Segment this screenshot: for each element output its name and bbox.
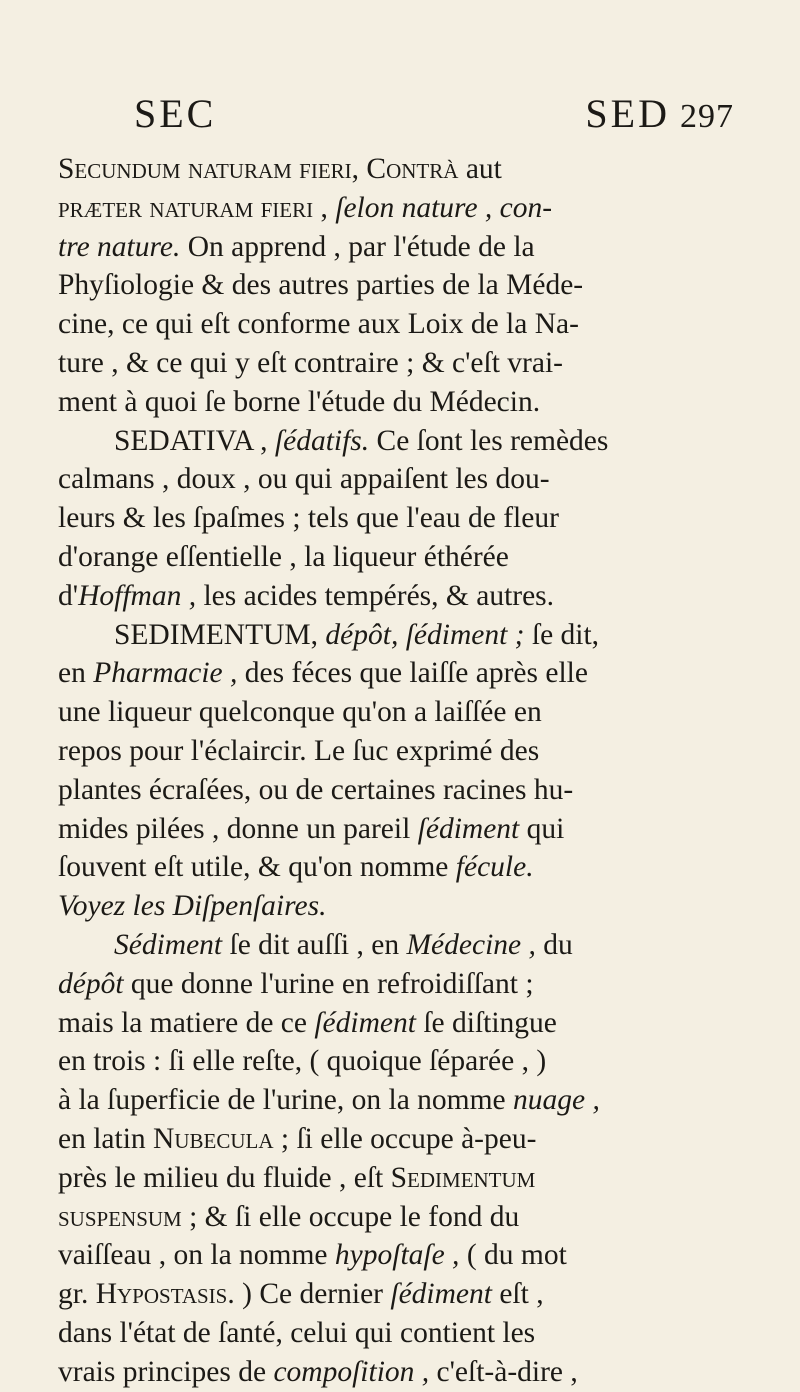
text-line [58,810,738,849]
text-segment: nuage , [513,1084,600,1117]
text-segment: c'eſt-à-dire , [429,1355,578,1388]
text-line [58,1236,738,1275]
text-segment: eſt , [491,1278,544,1311]
text-segment: hypoſtaſe , [334,1239,460,1272]
text-segment: d' [58,579,79,612]
text-line [58,1198,738,1237]
text-segment: SEDIMENTUM, [114,618,326,651]
text-line [58,771,738,810]
text-segment: ( du mot [459,1239,567,1272]
text-segment: Ce ſont les remèdes [369,424,609,457]
text-segment: ; ſi elle occupe à-peu- [273,1122,537,1155]
text-segment: Sedimentum [390,1161,536,1194]
text-segment: On apprend , par l'étude de la [180,230,535,263]
text-line [58,1353,738,1392]
text-segment: une liqueur quelconque qu'on a laiſſée en [58,696,542,729]
text-line [58,1314,738,1353]
text-segment: mais la matiere de ce [58,1006,315,1039]
text-line [58,383,738,422]
text-segment: près le milieu du fluide , eſt [58,1161,391,1194]
text-segment: Contrà [366,153,459,185]
text-segment: du [535,928,573,961]
text-line [58,422,738,461]
text-line [58,1042,738,1081]
text-line [58,616,738,655]
text-line [58,693,738,732]
text-segment: calmans , doux , ou qui appaiſent les dou- [58,463,550,496]
text-segment: dépôt [58,967,124,1000]
text-segment: à la ſuperficie de l'urine, on la nomme [58,1084,514,1117]
body-text [58,150,738,1392]
text-line [58,499,738,538]
text-segment: Médecine , [406,928,536,961]
text-line [58,1081,738,1120]
text-segment: ſelon nature , con- [335,191,553,224]
text-segment: vaiſſeau , on la nomme [58,1239,335,1272]
text-segment: qui [519,812,565,845]
text-line [58,228,738,267]
text-line [58,1004,738,1043]
text-line [58,965,738,1004]
text-segment: Hypostasis. [95,1278,235,1311]
text-segment: les acides tempérés, & autres. [196,579,555,612]
text-segment: repos pour l'éclaircir. Le ſuc exprimé des [58,734,540,767]
text-segment: Secundum naturam fieri [58,153,352,185]
text-segment: en trois : ſi elle reſte, ( quoique ſéparée , ) [58,1045,547,1078]
text-segment: , [351,153,367,185]
text-line [58,460,738,499]
text-line [58,150,738,189]
text-segment: en latin [58,1122,154,1155]
text-segment: dépôt, ſédiment ; [325,618,525,651]
text-segment: suspensum [58,1200,182,1233]
text-segment: en [58,657,94,690]
text-line [58,305,738,344]
header-right-group [585,90,734,137]
header-left: SEC [134,91,217,136]
text-line [58,577,738,616]
text-line [58,189,738,228]
text-segment: dans l'état de ſanté, celui qui contient les [58,1316,536,1349]
text-segment: ſédiment [417,812,520,845]
text-segment: compoſition , [273,1355,430,1388]
text-segment: mides pilées , donne un pareil [58,812,418,845]
text-segment: ſédiment [390,1278,492,1311]
text-line [58,1120,738,1159]
text-segment: SEDATIVA , [114,424,275,457]
text-line [58,848,738,887]
text-line [58,887,738,926]
text-segment: ; & ſi elle occupe le fond du [181,1200,520,1233]
text-segment: fécule. [455,851,534,884]
text-segment: vrais principes de [58,1355,274,1388]
running-head [134,90,734,140]
text-segment: tre nature. [58,230,181,263]
text-segment: Sédiment [114,928,223,961]
text-segment: gr. [58,1278,96,1311]
text-segment: que donne l'urine en refroidiſſant ; [123,967,534,1000]
text-segment: ſe dit auſſi , en [222,928,407,961]
page-number: 297 [680,98,734,135]
text-segment: plantes écraſées, ou de certaines racines hu- [58,773,574,806]
text-line [58,732,738,771]
text-segment: aut [458,153,502,185]
text-segment: des féces que laiſſe après elle [237,657,588,690]
text-segment: ment à quoi ſe borne l'étude du Médecin. [58,385,541,418]
text-segment: Phyſiologie & des autres parties de la Méde- [58,269,584,302]
text-segment: Voyez les Diſpenſaires. [58,890,327,923]
text-line [58,926,738,965]
text-segment: ſe diſtingue [415,1006,557,1039]
text-line [58,1159,738,1198]
text-segment: præter naturam fieri [58,191,314,224]
text-segment: ſe dit, [524,618,600,651]
text-segment: ) Ce dernier [234,1278,391,1311]
text-segment: ſédiment [314,1006,416,1039]
text-line [58,1275,738,1314]
text-segment: , [313,191,336,224]
header-right: SED [585,91,670,136]
text-segment: Hoffman , [78,579,197,612]
text-segment: leurs & les ſpaſmes ; tels que l'eau de fleur [58,502,559,535]
text-segment: ſédatifs. [274,424,370,457]
text-line [58,654,738,693]
text-segment: Nubecula [153,1122,274,1155]
text-segment: d'orange eſſentielle , la liqueur éthérée [58,540,509,573]
text-line [58,538,738,577]
text-segment: ture , & ce qui y eſt contraire ; & c'eſt vrai- [58,346,563,379]
text-segment: ſouvent eſt utile, & qu'on nomme [58,851,456,884]
text-segment: Pharmacie , [93,657,238,690]
text-line [58,344,738,383]
text-line [58,266,738,305]
text-segment: cine, ce qui eſt conforme aux Loix de la Na- [58,308,579,341]
